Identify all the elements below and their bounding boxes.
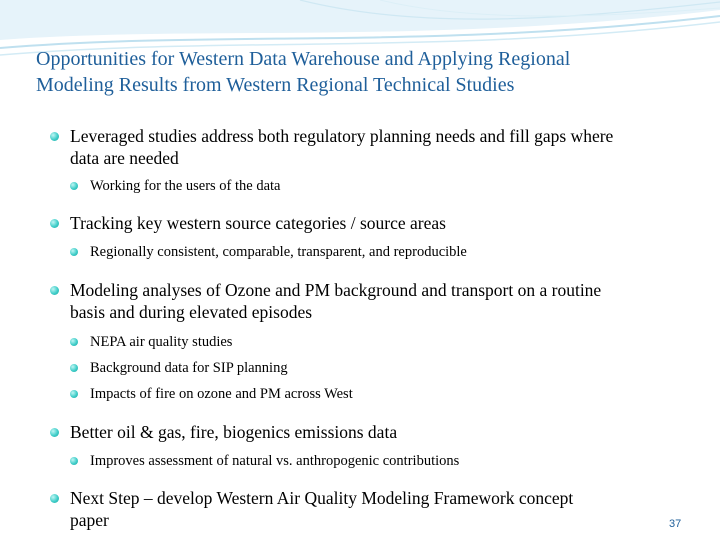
bullet-dot-icon	[50, 219, 59, 228]
sub-bullet-text: Improves assessment of natural vs. anthropogenic contributions	[90, 453, 460, 469]
bullet-dot-icon	[50, 132, 59, 141]
bullet-item	[50, 421, 700, 443]
sub-bullet-text: Background data for SIP planning	[90, 360, 288, 376]
bullet-text: Tracking key western source categories / source areas	[70, 213, 446, 233]
bullet-text: data are needed	[70, 148, 179, 168]
sub-bullet-dot-icon	[70, 364, 78, 372]
bullet-text: Better oil & gas, fire, biogenics emissions data	[70, 422, 398, 442]
sub-bullet-item	[50, 358, 700, 378]
bullet-text: Modeling analyses of Ozone and PM background and transport on a routine	[70, 280, 602, 300]
bullet-text: paper	[70, 510, 109, 530]
bullet-text: basis and during elevated episodes	[70, 302, 313, 322]
sub-bullet-item	[50, 332, 700, 352]
sub-bullet-text: Working for the users of the data	[90, 178, 281, 194]
sub-bullet-item	[50, 242, 700, 262]
sub-bullet-text: Impacts of fire on ozone and PM across West	[90, 386, 353, 402]
bullet-item	[50, 125, 700, 169]
sub-bullet-dot-icon	[70, 457, 78, 465]
bullet-item	[50, 212, 700, 234]
sub-bullet-dot-icon	[70, 338, 78, 346]
sub-bullet-dot-icon	[70, 390, 78, 398]
bullet-text: Next Step – develop Western Air Quality Modeling Framework concept	[70, 488, 574, 508]
bullet-dot-icon	[50, 494, 59, 503]
bullet-item	[50, 279, 700, 323]
sub-bullet-item	[50, 176, 700, 196]
bullet-item	[50, 487, 700, 531]
slide-title-line-2: Modeling Results from Western Regional Technical Studies	[36, 74, 515, 96]
sub-bullet-text: NEPA air quality studies	[90, 334, 233, 350]
sub-bullet-item	[50, 451, 700, 471]
page-number: 37	[669, 518, 682, 530]
slide-title	[36, 46, 696, 98]
bullet-dot-icon	[50, 286, 59, 295]
slide-title-line-1: Opportunities for Western Data Warehouse and Applying Regional	[36, 48, 571, 70]
bullet-dot-icon	[50, 428, 59, 437]
bullet-text: Leveraged studies address both regulatory planning needs and fill gaps where	[70, 126, 614, 146]
sub-bullet-item	[50, 384, 700, 404]
sub-bullet-text: Regionally consistent, comparable, transparent, and reproducible	[90, 244, 467, 260]
bullet-list	[50, 125, 700, 531]
sub-bullet-dot-icon	[70, 248, 78, 256]
sub-bullet-dot-icon	[70, 182, 78, 190]
